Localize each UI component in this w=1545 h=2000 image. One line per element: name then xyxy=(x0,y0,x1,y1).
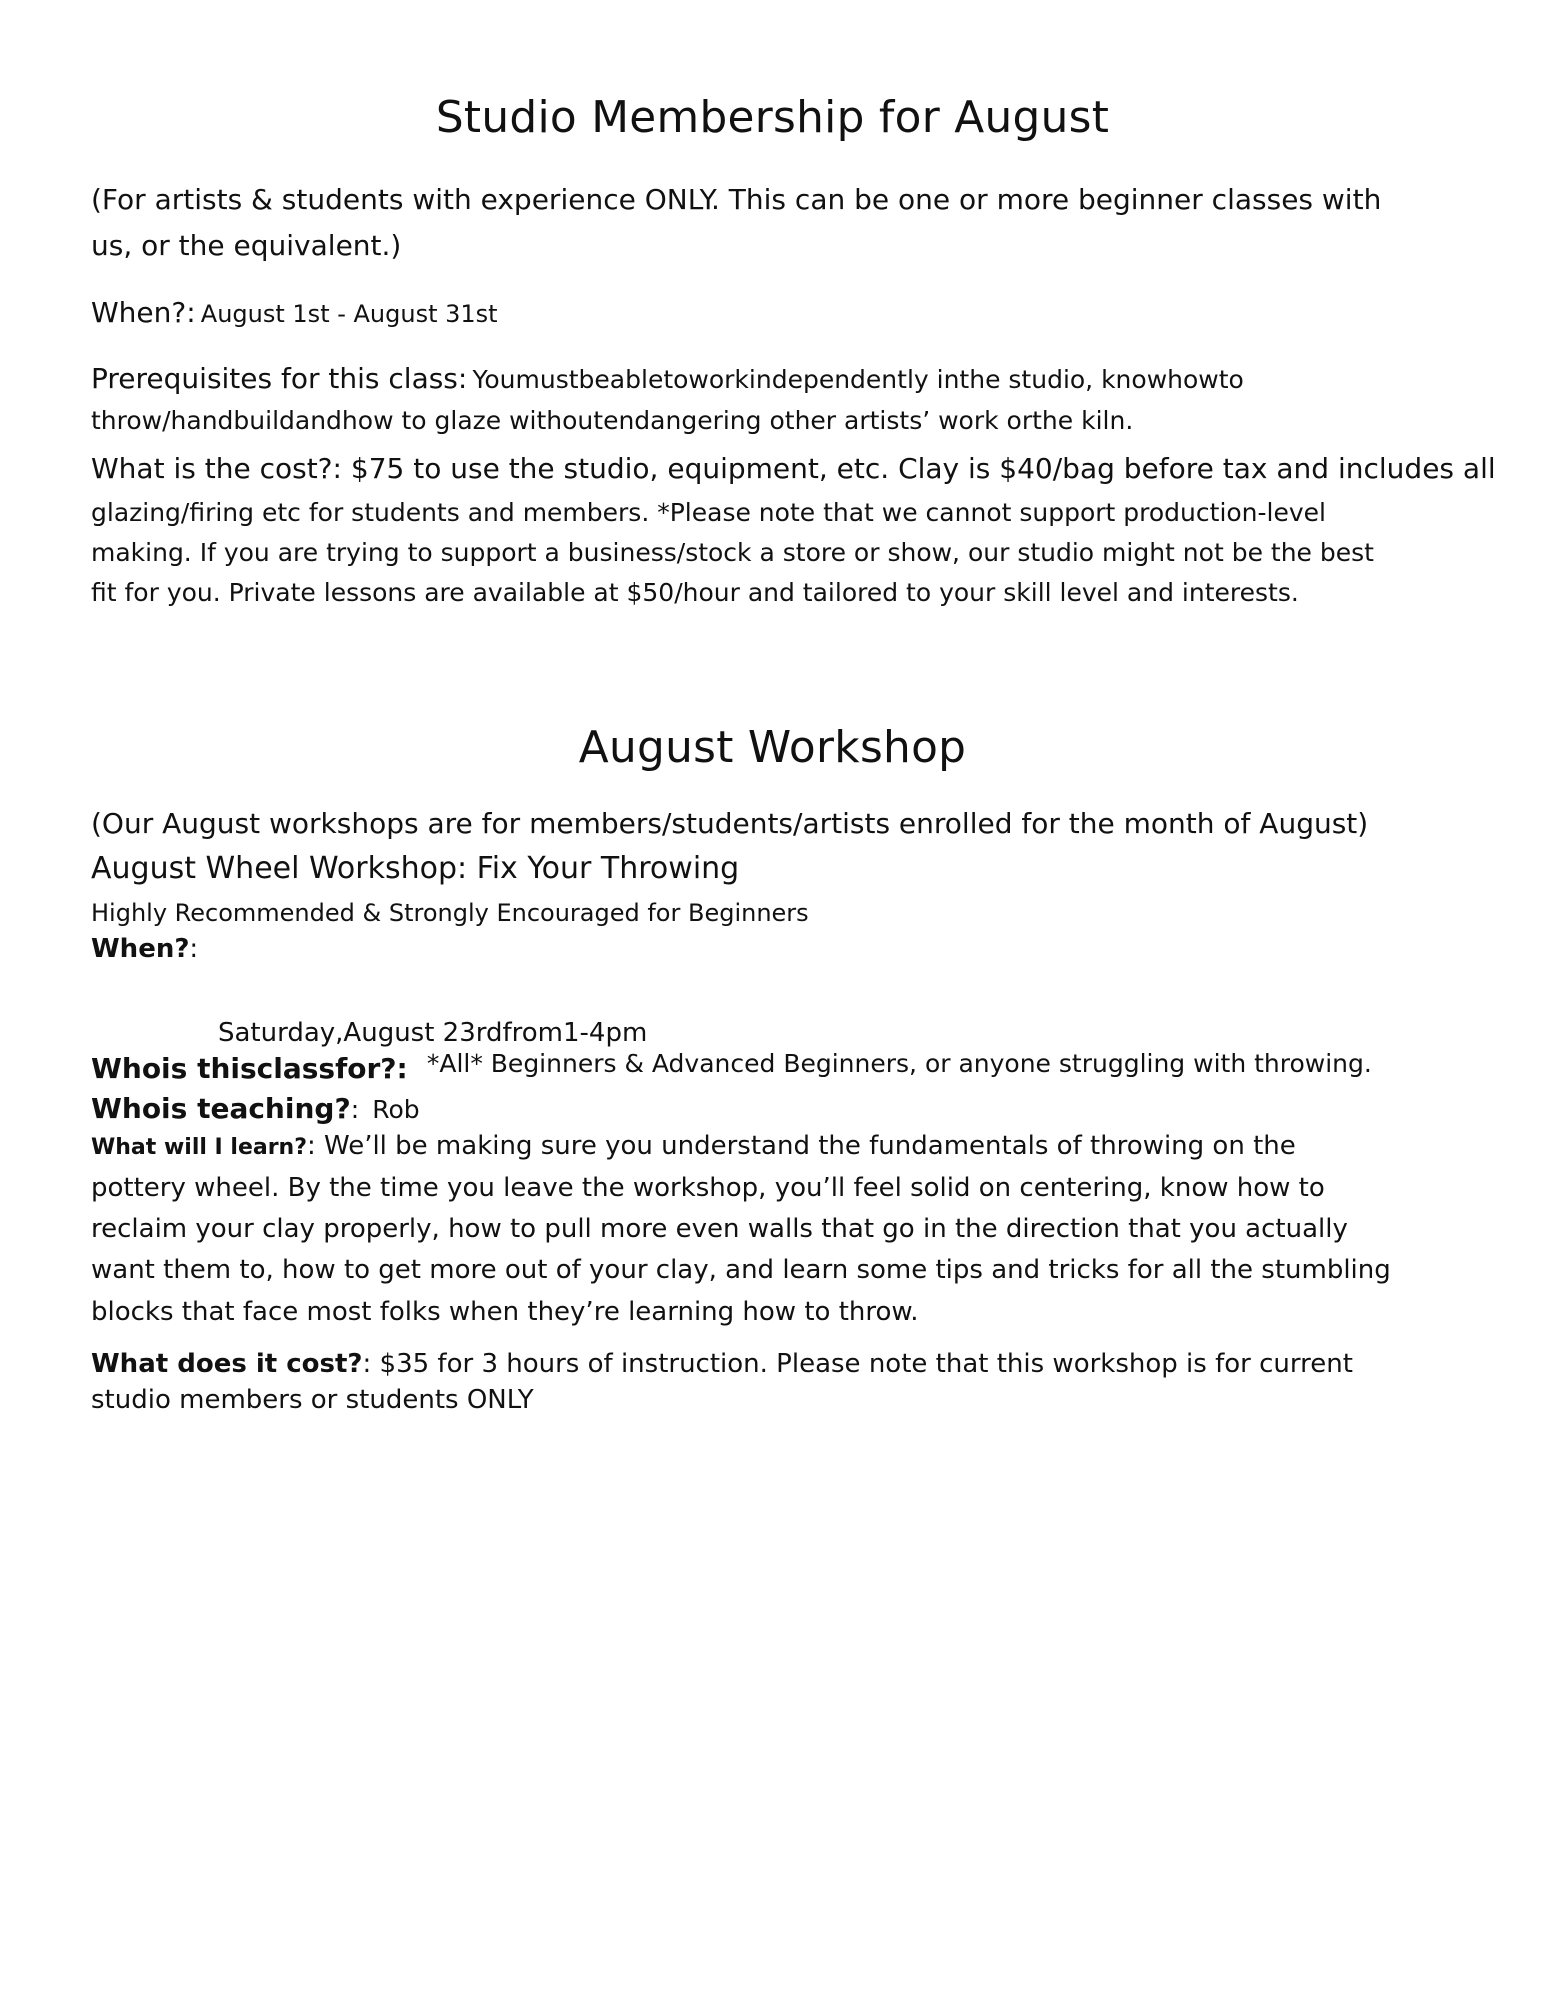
workshop-audience xyxy=(91,1049,1372,1085)
membership-cost-line-2: glazing/firing etc for students and members. *Please note that we cannot support production-level xyxy=(91,498,1326,527)
workshop-when-colon: : xyxy=(189,934,199,964)
workshop-learn-label: What will I learn? xyxy=(91,1135,307,1160)
workshop-intro: (Our August workshops are for members/students/artists enrolled for the month of August) xyxy=(91,807,1369,840)
membership-when xyxy=(91,296,498,329)
workshop-cost-line-2: studio members or students ONLY xyxy=(91,1385,534,1415)
workshop-cost-line-1 xyxy=(91,1349,1353,1379)
membership-prereq-line-1: Youmustbeabletoworkindependently inthe studio, knowhowto xyxy=(472,365,1244,394)
workshop-audience-label: Whois thisclassfor?: xyxy=(91,1052,408,1085)
workshop-when xyxy=(91,934,198,964)
membership-prereq-line-2: throw/handbuildandhow to glaze withoutendangering other artists’ work orthe kiln. xyxy=(91,406,1134,435)
workshop-teacher-colon: : xyxy=(350,1095,360,1124)
workshop-audience-value: *All* Beginners & Advanced Beginners, or anyone struggling with throwing. xyxy=(426,1049,1372,1078)
workshop-learn-line-3: reclaim your clay properly, how to pull more even walls that go in the direction that you actually xyxy=(91,1214,1348,1244)
workshop-when-value: Saturday,August 23rdfrom1-4pm xyxy=(218,1018,648,1048)
membership-cost-line-1: What is the cost?: $75 to use the studio, equipment, etc. Clay is $40/bag before tax and includes all xyxy=(91,452,1496,485)
workshop-learn-text-1: : We’ll be making sure you understand the fundamentals of throwing on the xyxy=(306,1131,1296,1161)
membership-cost-line-3: making. If you are trying to support a business/stock a store or show, our studio might not be the best xyxy=(91,538,1374,567)
workshop-when-label: When? xyxy=(91,934,190,964)
membership-when-value: August 1st - August 31st xyxy=(200,300,498,328)
workshop-name: August Wheel Workshop: Fix Your Throwing xyxy=(91,851,740,886)
membership-intro-line-2: us, or the equivalent.) xyxy=(91,229,402,262)
workshop-cost-text-1: : $35 for 3 hours of instruction. Please note that this workshop is for current xyxy=(362,1349,1353,1379)
workshop-title: August Workshop xyxy=(578,722,967,773)
workshop-teacher xyxy=(91,1092,420,1125)
workshop-learn-line-1 xyxy=(91,1131,1296,1161)
workshop-learn-line-5: blocks that face most folks when they’re learning how to throw. xyxy=(91,1297,919,1327)
workshop-learn-line-2: pottery wheel. By the time you leave the workshop, you’ll feel solid on centering, know how to xyxy=(91,1173,1325,1203)
workshop-teacher-label: Whois teaching? xyxy=(91,1092,351,1125)
membership-prereq xyxy=(91,362,1244,395)
membership-intro-line-1: (For artists & students with experience ONLY. This can be one or more beginner classes with xyxy=(91,183,1382,216)
membership-cost-line-4: fit for you. Private lessons are available at $50/hour and tailored to your skill level and interests. xyxy=(91,578,1299,607)
membership-title: Studio Membership for August xyxy=(435,92,1110,143)
workshop-cost-label: What does it cost? xyxy=(91,1349,363,1379)
membership-when-label: When?: xyxy=(91,296,196,329)
membership-prereq-label: Prerequisites for this class: xyxy=(91,362,468,395)
workshop-teacher-value: Rob xyxy=(372,1095,420,1124)
workshop-recommendation: Highly Recommended & Strongly Encouraged for Beginners xyxy=(91,899,809,927)
workshop-learn-line-4: want them to, how to get more out of your clay, and learn some tips and tricks for all the stumbling xyxy=(91,1255,1391,1285)
